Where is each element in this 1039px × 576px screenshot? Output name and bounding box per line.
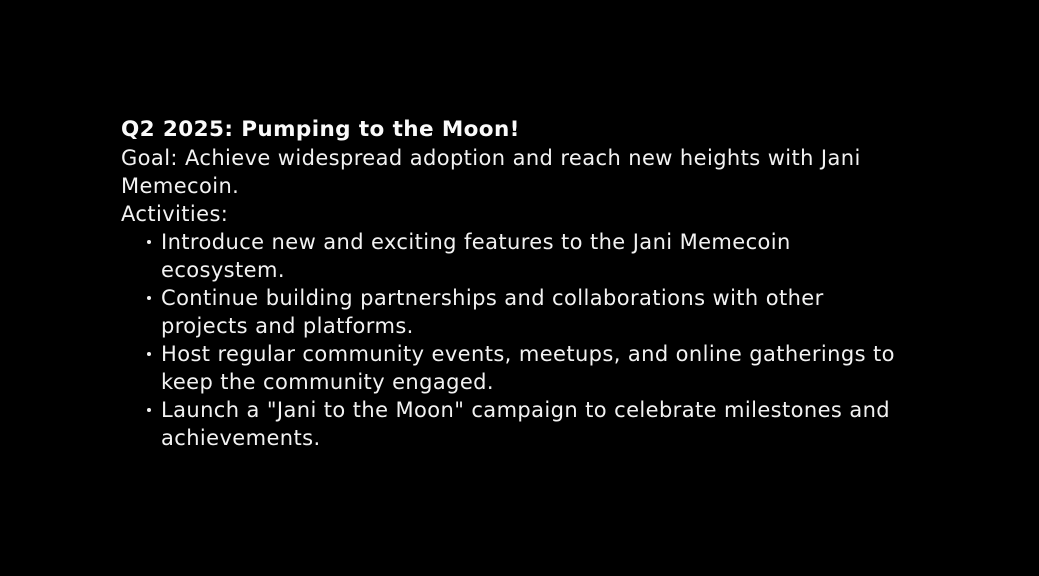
- activities-bullet-list: [121, 228, 911, 452]
- bullet-icon: [147, 240, 151, 244]
- list-item: [121, 284, 911, 340]
- bullet-text: Introduce new and exciting features to the Jani Memecoin ecosystem.: [161, 230, 791, 282]
- slide-title: Q2 2025: Pumping to the Moon!: [121, 117, 520, 142]
- list-item: [121, 228, 911, 284]
- slide-text-block: [121, 116, 911, 452]
- list-item: [121, 340, 911, 396]
- activities-label: Activities:: [121, 202, 229, 226]
- bullet-text: Continue building partnerships and collaborations with other projects and platforms.: [161, 286, 824, 338]
- goal-text: Goal: Achieve widespread adoption and reach new heights with Jani Memecoin.: [121, 146, 861, 198]
- bullet-icon: [147, 408, 151, 412]
- bullet-icon: [147, 352, 151, 356]
- bullet-text: Host regular community events, meetups, and online gatherings to keep the community engaged.: [161, 342, 895, 394]
- bullet-text: Launch a "Jani to the Moon" campaign to celebrate milestones and achievements.: [161, 398, 891, 450]
- list-item: [121, 396, 911, 452]
- bullet-icon: [147, 296, 151, 300]
